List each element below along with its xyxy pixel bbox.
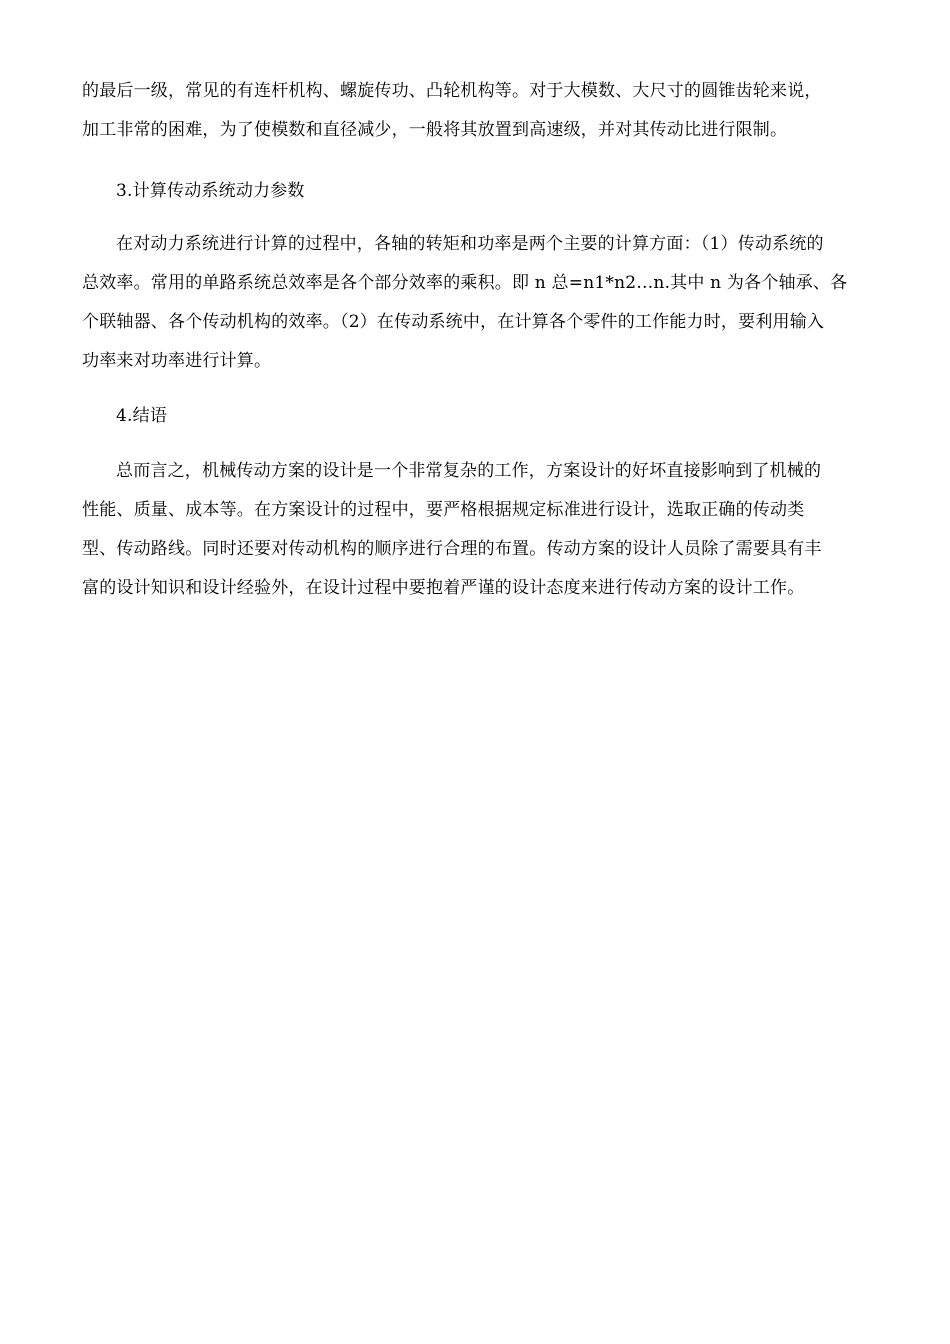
- heading-text: 4.结语: [116, 406, 168, 426]
- paragraph-conclusion: [82, 452, 822, 608]
- paragraph-line: 的最后一级，常见的有连杆机构、螺旋传功、凸轮机构等。对于大模数、大尺寸的圆锥齿轮来说，: [82, 81, 822, 101]
- paragraph-line: 个联轴器、各个传动机构的效率。（2）在传动系统中，在计算各个零件的工作能力时，要利用输入: [82, 312, 825, 332]
- paragraph-line: 性能、质量、成本等。在方案设计的过程中，要严格根据规定标准进行设计，选取正确的传动类: [82, 500, 805, 520]
- section-heading-4: [82, 397, 167, 436]
- paragraph-line: 功率来对功率进行计算。: [82, 351, 272, 371]
- section-heading-3: [82, 172, 305, 211]
- paragraph-power-parameters: [82, 225, 847, 381]
- paragraph-line: 总而言之，机械传动方案的设计是一个非常复杂的工作，方案设计的好坏直接影响到了机械的: [116, 461, 822, 481]
- paragraph-line: 总效率。常用的单路系统总效率是各个部分效率的乘积。即 n 总=n1*n2…n.其中 n 为各个轴承、各: [82, 273, 848, 293]
- paragraph-line: 型、传动路线。同时还要对传动机构的顺序进行合理的布置。传动方案的设计人员除了需要具有丰: [82, 539, 822, 559]
- paragraph-line: 在对动力系统进行计算的过程中，各轴的转矩和功率是两个主要的计算方面：（1）传动系统的: [116, 234, 824, 254]
- paragraph-continuation: [82, 72, 822, 150]
- paragraph-line: 富的设计知识和设计经验外，在设计过程中要抱着严谨的设计态度来进行传动方案的设计工作。: [82, 578, 805, 598]
- paragraph-line: 加工非常的困难，为了使模数和直径减少，一般将其放置到高速级，并对其传动比进行限制。: [82, 120, 788, 140]
- heading-text: 3.计算传动系统动力参数: [116, 181, 305, 201]
